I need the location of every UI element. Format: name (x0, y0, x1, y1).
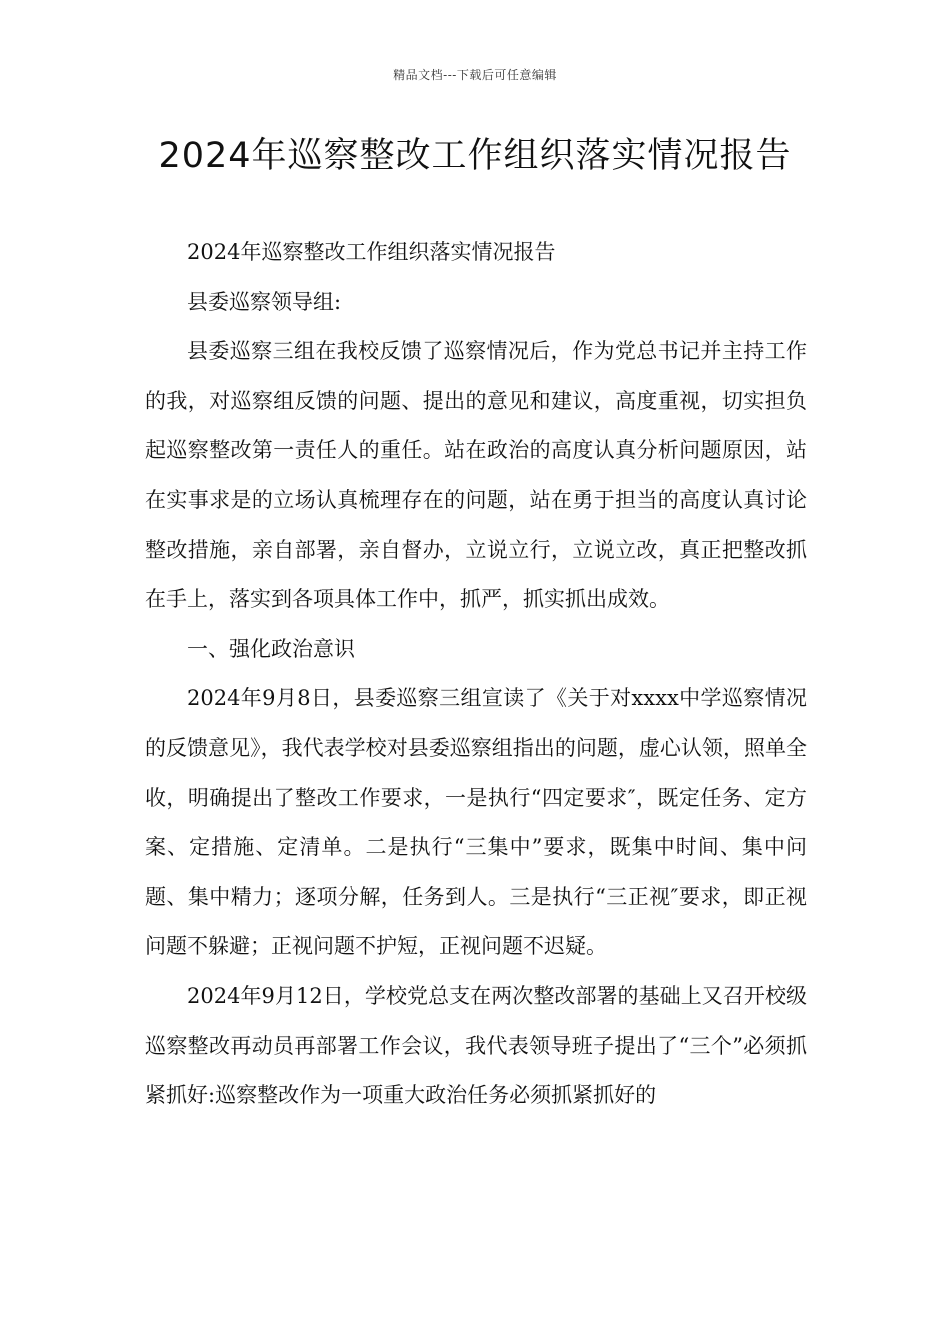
section-heading: 一、强化政治意识 (187, 636, 355, 661)
paragraph-sept-8: 2024年9月8日，县委巡察三组宣读了《关于对xxxx中学巡察情况的反馈意见》，我代表学校对县委巡察组指出的问题，虚心认领，照单全收，明确提出了整改工作要求，一是执行“四定要求″，既定任务、定方案、定措施、定清单。二是执行“三集中”要求，既集中时间、集中问题、集中精力；逐项分解，任务到人。三是执行“三正视″要求，即正视问题不躲避；正视问题不护短，正视问题不迟疑。 (145, 686, 807, 959)
document-title: 2024年巡察整改工作组织落实情况报告 (158, 136, 792, 176)
paragraph-sept-12: 2024年9月12日，学校党总支在两次整改部署的基础上又召开校级巡察整改再动员再部署工作会议，我代表领导班子提出了“三个”必须抓紧抓好:巡察整改作为一项重大政治任务必须抓紧抓好的 (145, 983, 807, 1108)
paragraph-intro: 县委巡察三组在我校反馈了巡察情况后，作为党总书记并主持工作的我，对巡察组反馈的问题、提出的意见和建议，高度重视，切实担负起巡察整改第一责任人的重任。站在政治的高度认真分析问题原因，站在实事求是的立场认真梳理存在的问题，站在勇于担当的高度认真讨论整改措施，亲自部署，亲自督办，立说立行，立说立改，真正把整改抓在手上，落实到各项具体工作中，抓严，抓实抓出成效。 (145, 339, 807, 612)
paragraph-subtitle: 2024年巡察整改工作组织落实情况报告 (187, 240, 556, 264)
paragraph-salutation: 县委巡察领导组: (187, 289, 342, 314)
header-note: 精品文档---下载后可任意编辑 (393, 68, 557, 82)
document-body (145, 228, 807, 1121)
